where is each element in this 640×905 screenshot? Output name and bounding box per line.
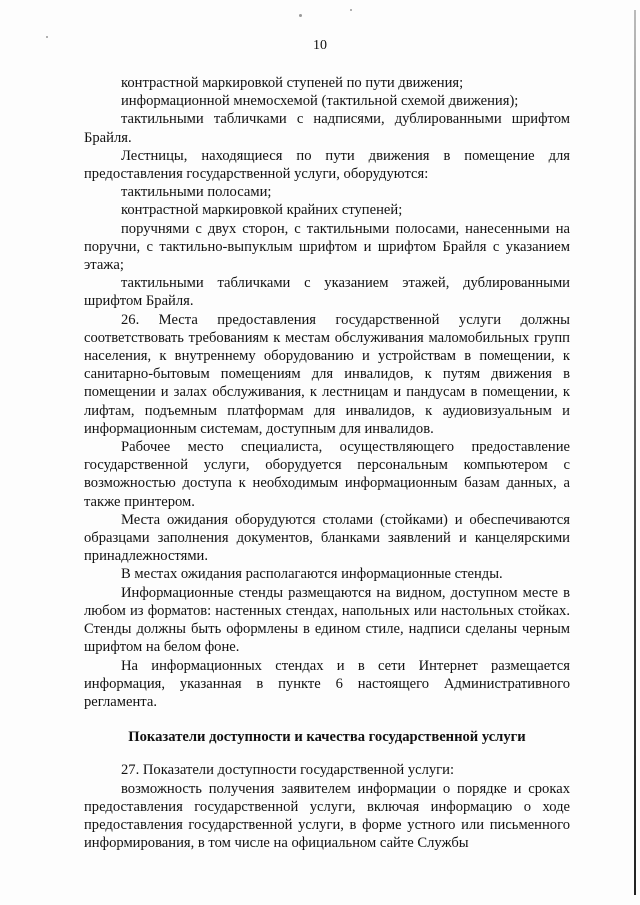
paragraph: тактильными табличками с указанием этажей, дублированными шрифтом Брайля.	[84, 275, 570, 310]
paragraph: возможность получения заявителем информации о порядке и сроках предоставления государственной услуги, включая информацию о ходе предоставления государственной услуги, в форме устного или письменного информирования, в том числе на официальном сайте Службы	[84, 780, 570, 852]
scan-speck	[350, 9, 352, 11]
paragraph: В местах ожидания располагаются информационные стенды.	[121, 566, 503, 583]
paragraph: На информационных стендах и в сети Интернет размещается информация, указанная в пункте 6 настоящего Административного регламента.	[84, 657, 570, 710]
scan-edge-shadow	[634, 10, 636, 895]
paragraph: Рабочее место специалиста, осуществляющего предоставление государственной услуги, оборудуется персональным компьютером с возможностью доступа к необходимым информационным базам данных, а также принтером.	[84, 439, 570, 510]
document-body	[84, 74, 570, 852]
paragraph: поручнями с двух сторон, с тактильными полосами, нанесенными на поручни, с тактильно-выпуклым шрифтом и шрифтом Брайля с указанием этажа;	[84, 220, 570, 274]
scan-speck	[299, 14, 302, 17]
page-number: 10	[313, 38, 327, 53]
paragraph-item-26: 26. Места предоставления государственной услуги должны соответствовать требованиям к местам обслуживания маломобильных групп населения, к внутреннему оборудованию и устройствам в помещении, к санитарно-бытовым помещениям для инвалидов, к путям движения в помещении и залах обслуживания, к лестницам и пандусам в помещении, к лифтам, подъемным платформам для инвалидов, к аудиовизуальным и информационным системам, доступным для инвалидов.	[84, 311, 570, 437]
paragraph-item-27: 27. Показатели доступности государственной услуги:	[121, 762, 455, 779]
paragraph: контрастной маркировкой крайних ступеней;	[121, 202, 403, 219]
paragraph: тактильными полосами;	[121, 184, 272, 201]
paragraph: Информационные стенды размещаются на видном, доступном месте в любом из форматов: настенных стендах, напольных или настольных стойках. Стенды должны быть оформлены в едином стиле, надписи сделаны черным шрифтом на белом фоне.	[84, 584, 570, 656]
paragraph: контрастной маркировкой ступеней по пути движения;	[121, 75, 464, 91]
paragraph: тактильными табличками с надписями, дублированными шрифтом Брайля.	[84, 111, 570, 146]
section-heading: Показатели доступности и качества государственной услуги	[128, 729, 526, 746]
paragraph: Лестницы, находящиеся по пути движения в помещение для предоставления государственной услуги, оборудуются:	[84, 147, 570, 183]
paragraph: Места ожидания оборудуются столами (стойками) и обеспечиваются образцами заполнения документов, бланками заявлений и канцелярскими принадлежностями.	[84, 511, 570, 565]
paragraph: информационной мнемосхемой (тактильной схемой движения);	[121, 93, 519, 110]
scan-speck	[46, 36, 48, 38]
